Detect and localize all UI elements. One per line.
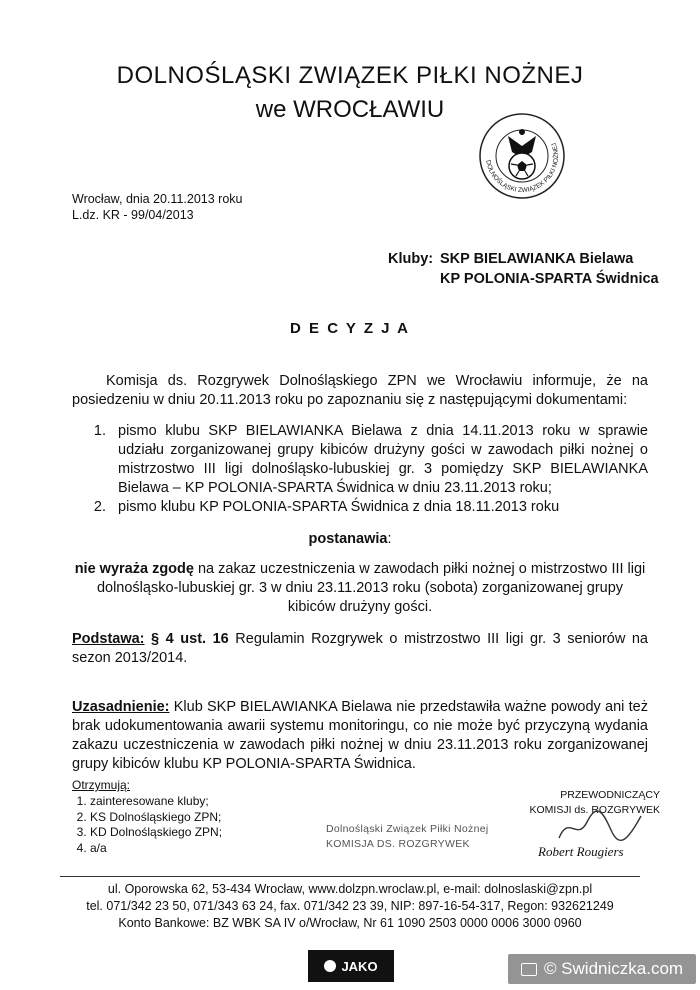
receiver-item: 2. KS Dolnośląskiego ZPN; (90, 810, 312, 826)
basis-text: Regulamin Rozgrywek o mistrzostwo III ligi gr. 3 seniorów na sezon 2013/2014. (72, 631, 648, 666)
basis-label: Podstawa: (72, 631, 145, 647)
basis-paragraph (72, 630, 648, 668)
signature-title-line-2: KOMISJI ds. ROZGRYWEK (529, 804, 660, 816)
signature-title-line-1: PRZEWODNICZĄCY (560, 789, 660, 801)
handwritten-signature (555, 808, 645, 853)
svg-text:DOLNOŚLĄSKI ZWIĄZEK PIŁKI NOŻN: DOLNOŚLĄSKI ZWIĄZEK PIŁKI NOŻNEJ (484, 141, 561, 195)
stamp-line-1: Dolnośląski Związek Piłki Nożnej (326, 823, 489, 835)
decides-line (0, 530, 700, 549)
justification-text: Klub SKP BIELAWIANKA Bielawa nie przedstawiła ważne powody ani też brak udokumentowania awarii systemu monitoringu, co nie może być przyczyną wydania zakazu uczestniczenia w zawodach piłki nożnej w dniu 23.11.2013 roku zorganizowanej grupy kibiców klubu KP POLONIA-SPARTA Świdnica. (72, 699, 648, 772)
reference-number: L.dz. KR - 99/04/2013 (72, 208, 194, 222)
justification-paragraph (72, 698, 648, 774)
recipients-label: Kluby: (388, 251, 434, 267)
recipient-club-2: KP POLONIA-SPARTA Świdnica (440, 271, 659, 287)
decides-colon: : (387, 531, 392, 547)
association-logo (478, 112, 566, 200)
document-item: 1. pismo klubu SKP BIELAWIANKA Bielawa z dnia 14.11.2013 roku w sprawie udziału zorganizowanej grupy kibiców drużyny gości w zawodach piłki nożnej o mistrzostwo III ligi dolnośląsko-lubuskiej gr. 3 pomiędzy SKP BIELAWIANKA Bielawa – KP POLONIA-SPARTA Świdnica w dniu 23.11.2013 roku; (110, 422, 648, 498)
decision-paragraph (72, 560, 648, 617)
document-item: 2. pismo klubu KP POLONIA-SPARTA Świdnica z dnia 18.11.2013 roku (110, 498, 648, 517)
intro-paragraph: Komisja ds. Rozgrywek Dolnośląskiego ZPN we Wrocławiu informuje, że na posiedzeniu w dniu 20.11.2013 roku po zapoznaniu się z następującymi dokumentami: (72, 373, 648, 408)
footer-bank: Konto Bankowe: BZ WBK SA IV o/Wrocław, Nr 61 1090 2503 0000 0006 3000 0960 (118, 916, 582, 930)
stamp-line-2: KOMISJA DS. ROZGRYWEK (326, 838, 470, 850)
watermark-text: © Swidniczka.com (543, 959, 684, 978)
office-stamp (326, 822, 489, 852)
document-title: D E C Y Z J A (290, 320, 410, 337)
site-watermark (508, 954, 696, 984)
footer-divider (60, 876, 640, 877)
decides-word: postanawia (308, 531, 388, 547)
camera-icon (521, 963, 537, 976)
signature-name: Robert Rougiers (538, 844, 624, 859)
sponsor-name: JAKO (341, 958, 378, 974)
sponsor-logo (308, 950, 394, 982)
decision-bold: nie wyraża zgodę (74, 561, 194, 577)
footer-address: ul. Oporowska 62, 53-434 Wrocław, www.dolzpn.wroclaw.pl, e-mail: dolnoslaski@zpn.pl (107, 882, 593, 896)
receiver-item: 1. zainteresowane kluby; (90, 794, 312, 810)
recipient-club-1: SKP BIELAWIANKA Bielawa (440, 251, 634, 267)
receiver-item: 3. KD Dolnośląskiego ZPN; (90, 825, 312, 841)
receiver-item: 4. a/a (90, 841, 312, 857)
place-date: Wrocław, dnia 20.11.2013 roku (72, 192, 243, 206)
basis-bold: § 4 ust. 16 (144, 631, 229, 647)
decision-text: na zakaz uczestniczenia w zawodach piłki nożnej o mistrzostwo III ligi dolnośląsko-lubuskiej gr. 3 w dniu 23.11.2013 roku (sobota) zorganizowanej grupy kibiców drużyny gości. (96, 561, 646, 615)
footer-contact: tel. 071/342 23 50, 071/343 63 24, fax. 071/342 23 39, NIP: 897-16-54-317, Regon: 932621249 (86, 899, 614, 913)
receivers-list (72, 794, 312, 856)
documents-list (88, 422, 648, 517)
org-name-line1: DOLNOŚLĄSKI ZWIĄZEK PIŁKI NOŻNEJ (116, 62, 584, 89)
org-name-line2: we WROCŁAWIU (255, 96, 445, 123)
receivers-label: Otrzymują: (72, 778, 131, 792)
justification-label: Uzasadnienie: (72, 699, 170, 715)
ball-icon (324, 960, 336, 972)
